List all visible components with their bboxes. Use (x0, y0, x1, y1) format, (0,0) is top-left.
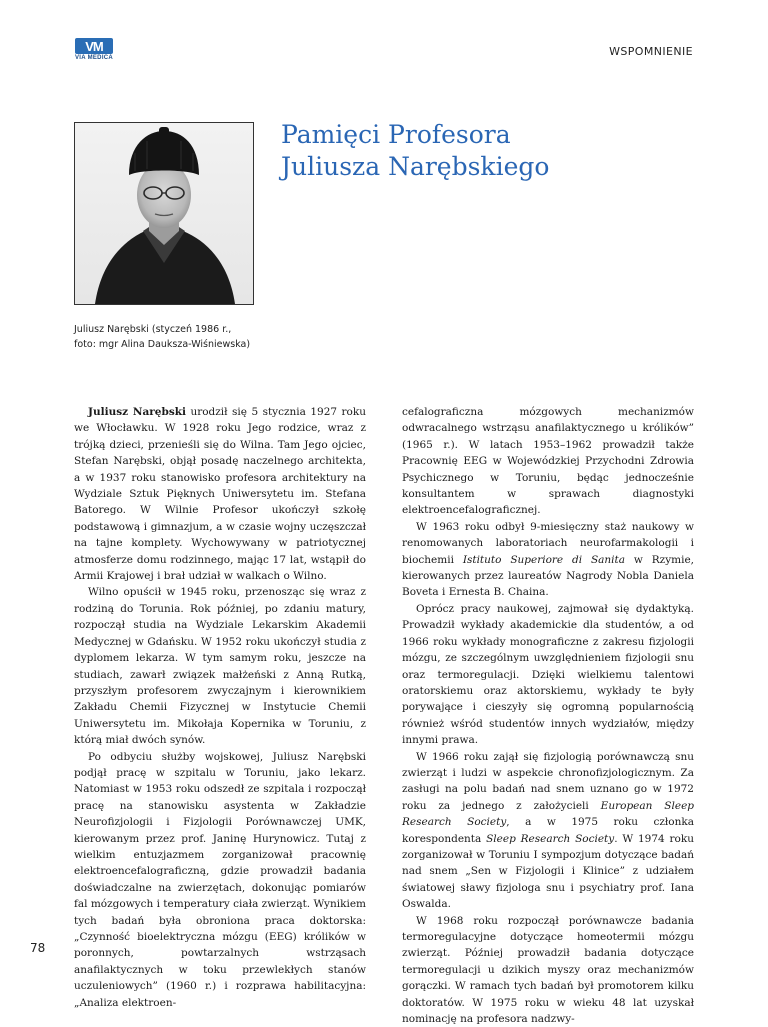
paragraph-text: w Rzymie, kierowanych przez laureatów Nagrody Nobla Daniela Boveta i Ernesta B. Chaina. (402, 553, 694, 599)
paragraph: Wilno opuścił w 1945 roku, przenosząc się wraz z rodziną do Torunia. Rok później, po zdaniu matury, rozpoczął studia na Wydziale Lekarskim Akademii Medycznej w Gdańsku. W 1952 roku ukończył studia z dyplomem lekarza. W tym samym roku, jeszcze na studiach, zawarł związek małżeński z Anną Rutką, przyszłym profesorem zwyczajnym i kierownikiem Zakładu Chemii Fizycznej w Instytucie Chemii Uniwersytetu im. Mikołaja Kopernika w Toruniu, z którą miał dwóch synów. (74, 586, 366, 747)
paragraph-text: . W 1974 roku zorganizował w Toruniu I sympozjum dotyczące badań nad snem „Sen w Fizjologii i Klinice” z udziałem światowej sławy fizjologa snu i psychiatry prof. Iana Oswalda. (402, 832, 694, 911)
paragraph: cefalograficzna mózgowych mechanizmów odwracalnego wstrząsu anafilaktycznego u królików” (1965 r.). W latach 1953–1962 prowadził także Pracownię EEG w Wojewódzkiej Przychodni Zdrowia Psychicznego w Toruniu, będąc jednocześnie konsultantem w sprawach diagnostyki elektroencefalograficznej. (402, 406, 694, 517)
via-medica-logo (74, 38, 114, 64)
paragraph: Po odbyciu służby wojskowej, Juliusz Narębski podjął pracę w szpitalu w Toruniu, jako lekarz. Natomiast w 1953 roku odszedł ze szpitala i rozpoczął pracę na stanowisku asystenta w Zakładzie Neurofizjologii i Fizjologii Porównawczej UMK, kierowanym przez prof. Janinę Hurynowicz. Tutaj z wielkim entuzjazmem zorganizował pracownię elektroencefalograficzną, gdzie prowadził badania doświadczalne na zwierzętach, dokonując pomiarów fal mózgowych i temperatury ciała zwierząt. Wynikiem tych badań była obroniona praca doktorska: „Czynność bioelektryczna mózgu (EEG) królików w poronnych, powtarzalnych wstrząsach anafilaktycznych w toku przewlekłych stanów uczuleniowych” (1960 r.) i rozprawa habilitacyjna: „Analiza elektroen- (74, 750, 366, 1009)
paragraph-text: W 1963 roku odbył 9-miesięczny staż naukowy w renomowanych laboratoriach neurofarmakologii i biochemii (402, 520, 694, 566)
title-line-2: Juliusza Narębskiego (281, 152, 550, 181)
page-title (281, 119, 549, 183)
title-line-1: Pamięci Profesora (281, 120, 511, 149)
paragraph: W 1968 roku rozpoczął porównawcze badania termoregulacyjne dotyczące homeotermii mózgu zwierząt. Później prowadził badania dotyczące termoregulacji u dzikich myszy oraz mechanizmów gorączki. W ramach tych badań był promotorem kilku doktoratów. W 1975 roku w wieku 48 lat uzyskał nominację na profesora nadzwy- (402, 914, 694, 1026)
portrait-illustration (75, 123, 253, 304)
society-name: European Sleep Research Society (402, 799, 695, 829)
paragraph (402, 519, 694, 601)
page-number: 78 (30, 941, 46, 955)
logo-mark: VM (75, 38, 113, 54)
paragraph (402, 749, 694, 913)
paragraph-text: , a w 1975 roku członka korespondenta (402, 816, 695, 845)
institution-name: Istituto Superiore di Sanita (462, 553, 626, 566)
caption-line-2: foto: mgr Alina Dauksza-Wiśniewska) (74, 339, 251, 350)
photo-caption (74, 322, 284, 352)
paragraph (74, 404, 366, 584)
paragraph: Oprócz pracy naukowej, zajmował się dydaktyką. Prowadził wykłady akademickie dla studentów, a od 1966 roku wykłady monograficzne z zakresu fizjologii mózgu, ze szczególnym uwzględnieniem fizjologii snu oraz termoregulacji. Dzięki wielkiemu talentowi oratorskiemu oraz aktorskiemu, wykłady te były porywające i cieszyły się ogromną popularnością również wśród studentów innych wydziałów, między innymi prawa. (402, 602, 694, 747)
subject-name: Juliusz Narębski (88, 406, 186, 418)
paragraph-text: W 1966 roku zajął się fizjologią porównawczą snu zwierząt i ludzi w aspekcie chronofizjologicznym. Za zasługi na polu badań nad snem uznano go w 1972 roku za jednego z założycieli (402, 750, 694, 812)
portrait-photo (74, 122, 254, 305)
left-column (74, 404, 366, 1011)
logo-text: VIA MEDICA (74, 55, 114, 61)
right-column (402, 404, 694, 1027)
caption-line-1: Juliusz Narębski (styczeń 1986 r., (74, 324, 232, 335)
section-label: WSPOMNIENIE (609, 45, 693, 58)
society-name: Sleep Research Society (486, 832, 615, 845)
paragraph-text: urodził się 5 stycznia 1927 roku we Włocławku. W 1928 roku Jego rodzice, wraz z trójką dzieci, przenieśli się do Wilna. Tam Jego ojciec, Stefan Narębski, objął posadę naczelnego architekta, a w 1937 roku stanowisko profesora architektury na Wydziale Sztuk Pięknych Uniwersytetu im. Stefana Batorego. W Wilnie Profesor ukończył szkołę podstawową i gimnazjum, a w czasie wojny uczęszczał na tajne komplety. Wychowywany w patriotycznej atmosferze domu rodzinnego, mając 17 lat, wstąpił do Armii Krajowej i brał udział w walkach o Wilno. (74, 406, 367, 583)
